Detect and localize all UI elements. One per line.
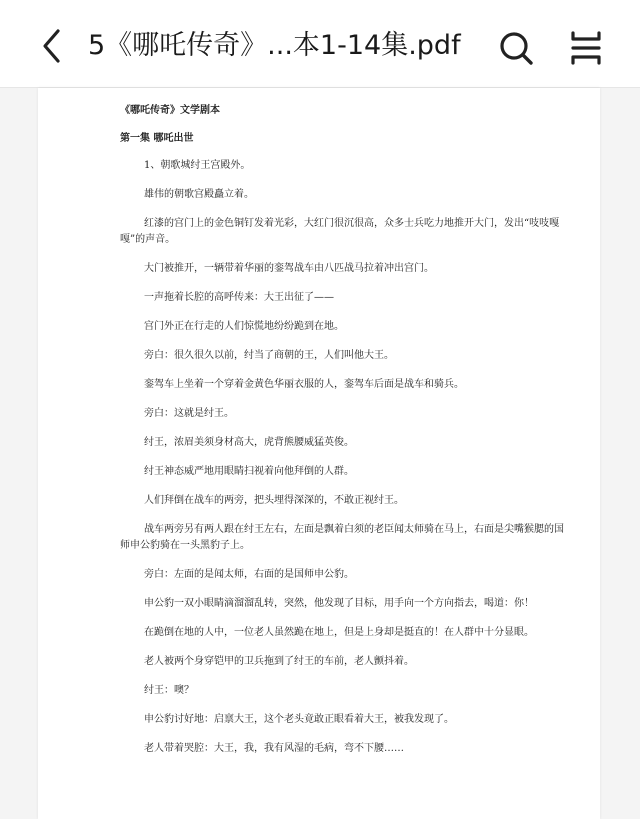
paragraph: 銮驾车上坐着一个穿着金黄色华丽衣服的人，銮驾车后面是战车和骑兵。	[144, 379, 464, 390]
paragraph: 旁白：左面的是闻太师，右面的是国师申公豹。	[144, 569, 354, 580]
menu-icon	[568, 30, 604, 66]
paragraph: 老人带着哭腔：大王，我，我有风湿的毛病，弯不下腰……	[144, 743, 404, 754]
chevron-left-icon	[40, 28, 64, 64]
document-body	[120, 100, 570, 770]
back-button[interactable]	[32, 26, 72, 66]
paragraph: 人们拜倒在战车的两旁，把头埋得深深的，不敢正视纣王。	[144, 495, 404, 506]
paragraph: 纣王神态威严地用眼睛扫视着向他拜倒的人群。	[144, 466, 354, 477]
top-toolbar	[0, 0, 640, 88]
paragraph: 纣王：噢？	[144, 685, 194, 696]
paragraph: 老人被两个身穿铠甲的卫兵拖到了纣王的车前，老人颤抖着。	[144, 656, 414, 667]
paragraph: 旁白：这就是纣王。	[144, 408, 234, 419]
paragraph: 宫门外正在行走的人们惊慌地纷纷跪到在地。	[144, 321, 344, 332]
paragraph: 雄伟的朝歌宫殿矗立着。	[144, 189, 254, 200]
paragraph: 红漆的宫门上的金色铜钉发着光彩，大红门很沉很高，众多士兵吃力地推开大门，发出“吱吱嘎嘎”的声音。	[120, 218, 560, 245]
paragraph: 申公豹一双小眼睛滴溜溜乱转，突然，他发现了目标，用手向一个方向指去，喝道：你！	[144, 598, 534, 609]
paragraph: 1、朝歌城纣王宫殿外。	[144, 160, 251, 171]
paragraph: 在跪倒在地的人中，一位老人虽然跪在地上，但是上身却是挺直的！在人群中十分显眼。	[144, 627, 534, 638]
document-title: 5《哪吒传奇》...本1-14集.pdf	[88, 30, 461, 61]
paragraph: 大门被推开，一辆带着华丽的銮驾战车由八匹战马拉着冲出宫门。	[144, 263, 434, 274]
paragraph-list	[120, 158, 570, 757]
paragraph: 战车两旁另有两人跟在纣王左右，左面是飘着白须的老臣闻太师骑在马上，右面是尖嘴猴腮的国师申公豹骑在一头黑豹子上。	[120, 524, 564, 551]
paragraph: 一声拖着长腔的高呼传来：大王出征了——	[144, 292, 334, 303]
pdf-page[interactable]	[38, 88, 600, 819]
paragraph: 纣王，浓眉美须身材高大，虎背熊腰威猛英俊。	[144, 437, 354, 448]
script-title: 《哪吒传奇》文学剧本	[120, 105, 220, 116]
search-icon	[498, 30, 534, 66]
paragraph: 旁白：很久很久以前，纣当了商朝的王，人们叫他大王。	[144, 350, 394, 361]
paragraph: 申公豹讨好地：启禀大王，这个老头竟敢正眼看着大王，被我发现了。	[144, 714, 454, 725]
search-button[interactable]	[494, 26, 538, 70]
more-menu-button[interactable]	[564, 26, 608, 70]
episode-title: 第一集 哪吒出世	[120, 133, 194, 144]
